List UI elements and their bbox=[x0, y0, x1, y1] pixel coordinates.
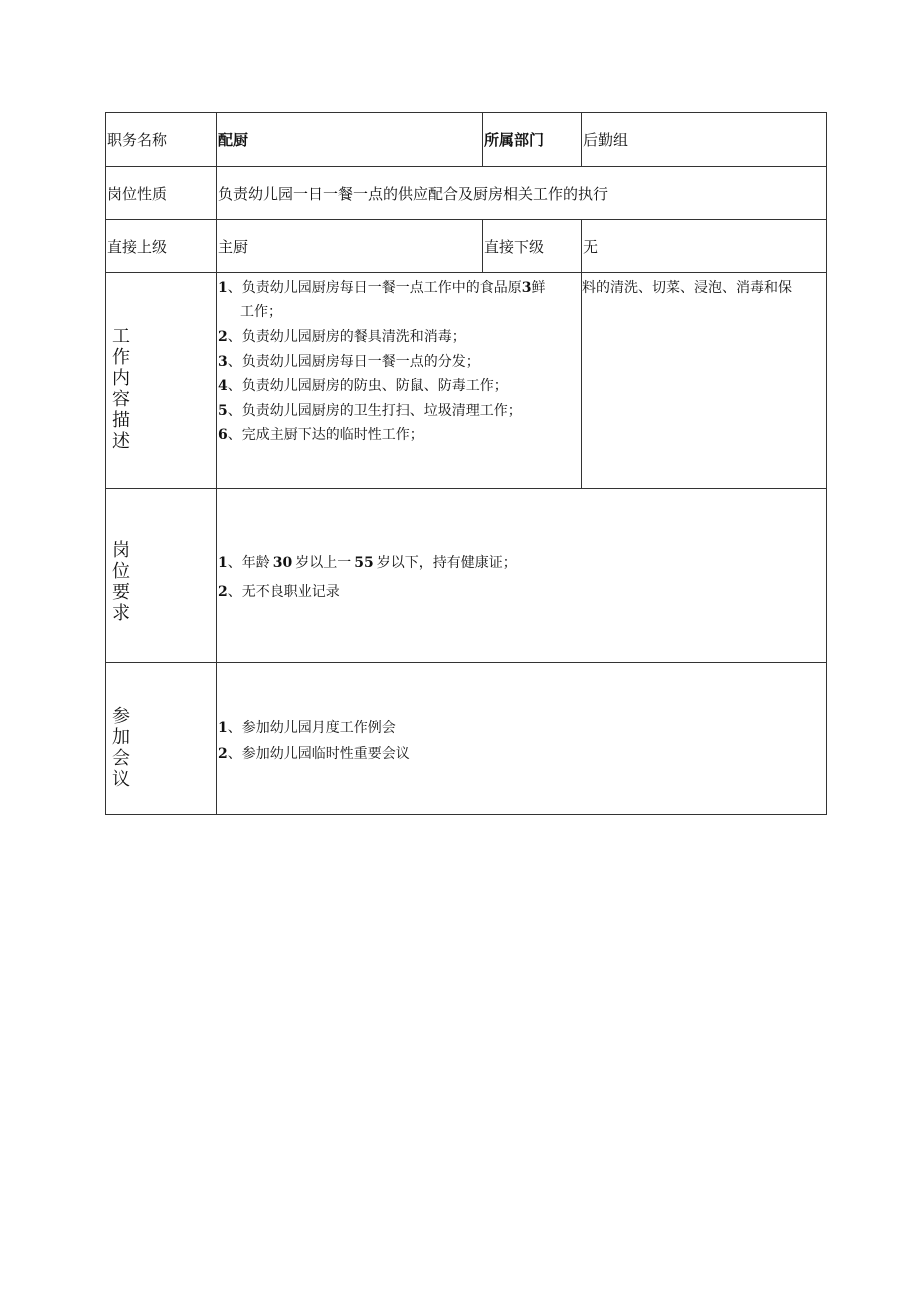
work-item-4 bbox=[218, 376, 508, 396]
row-divider bbox=[105, 166, 827, 167]
item-text: 、参加幼儿园月度工作例会 bbox=[227, 720, 396, 736]
table-border-bottom bbox=[105, 814, 827, 815]
requirements-label: 岗位要求 bbox=[112, 540, 130, 624]
item-number: 3 bbox=[218, 354, 228, 370]
work-item-1 bbox=[218, 278, 546, 298]
row-divider bbox=[105, 662, 827, 663]
item-number-inline: 3 bbox=[521, 280, 532, 296]
column-divider bbox=[581, 272, 582, 488]
item-text: 、年龄 bbox=[227, 555, 270, 571]
item-number: 2 bbox=[218, 329, 228, 345]
item-number: 1 bbox=[218, 720, 228, 736]
position-nature-label: 岗位性质 bbox=[107, 185, 168, 203]
row-divider bbox=[105, 219, 827, 220]
position-nature-value: 负责幼儿园一日一餐一点的供应配合及厨房相关工作的执行 bbox=[218, 185, 609, 203]
requirement-item-2 bbox=[218, 582, 340, 602]
direct-superior-value: 主厨 bbox=[218, 238, 249, 256]
item-number: 4 bbox=[218, 378, 228, 394]
row-divider bbox=[105, 272, 827, 273]
item-text: 、负责幼儿园厨房每日一餐一点工作中的食品原 bbox=[227, 280, 522, 296]
meeting-item-1 bbox=[218, 718, 396, 738]
meeting-item-2 bbox=[218, 744, 410, 764]
column-divider bbox=[581, 219, 582, 272]
item-text: 、完成主厨下达的临时性工作； bbox=[227, 427, 424, 443]
column-divider bbox=[482, 112, 483, 166]
work-description-label: 工作内容描述 bbox=[112, 326, 130, 452]
item-number: 2 bbox=[218, 584, 228, 600]
job-title-value: 配厨 bbox=[218, 131, 249, 149]
item-text: 岁以下，持有健康证； bbox=[376, 555, 517, 571]
item-text: 、负责幼儿园厨房的餐具清洗和消毒； bbox=[227, 329, 466, 345]
direct-superior-label: 直接上级 bbox=[107, 238, 168, 256]
column-divider bbox=[216, 112, 217, 815]
item-text: 岁以上一 bbox=[295, 555, 352, 571]
table-border-left bbox=[105, 112, 106, 815]
row-divider bbox=[105, 488, 827, 489]
job-title-label: 职务名称 bbox=[107, 131, 168, 149]
item-text: 、负责幼儿园厨房的防虫、防鼠、防毒工作； bbox=[227, 378, 508, 394]
work-item-5 bbox=[218, 401, 522, 421]
work-item-3 bbox=[218, 352, 480, 372]
item-text: 、负责幼儿园厨房的卫生打扫、垃圾清理工作； bbox=[227, 403, 522, 419]
direct-subordinate-label: 直接下级 bbox=[484, 238, 545, 256]
table-border-top bbox=[105, 112, 827, 113]
direct-subordinate-value: 无 bbox=[583, 238, 599, 256]
item-number: 1 bbox=[218, 555, 228, 571]
department-label: 所属部门 bbox=[484, 131, 545, 149]
item-number: 1 bbox=[218, 280, 228, 296]
work-item-6 bbox=[218, 425, 424, 445]
age-min: 30 bbox=[272, 555, 293, 571]
column-divider bbox=[482, 219, 483, 272]
age-max: 55 bbox=[354, 555, 374, 571]
item-text: 、无不良职业记录 bbox=[227, 584, 340, 600]
item-text: 、参加幼儿园临时性重要会议 bbox=[227, 746, 410, 762]
item-text: 、负责幼儿园厨房每日一餐一点的分发； bbox=[227, 354, 480, 370]
work-item-2 bbox=[218, 327, 466, 347]
meetings-label: 参加会议 bbox=[112, 706, 130, 790]
item-number: 5 bbox=[218, 403, 228, 419]
column-divider bbox=[581, 112, 582, 166]
work-item-1-cont: 工作； bbox=[240, 304, 282, 320]
item-number: 6 bbox=[218, 427, 228, 443]
department-value: 后勤组 bbox=[583, 131, 629, 149]
item-text: 鲜 bbox=[531, 280, 546, 296]
requirement-item-1 bbox=[218, 553, 517, 573]
job-description-table bbox=[105, 112, 827, 815]
item-number: 2 bbox=[218, 746, 228, 762]
table-border-right bbox=[826, 112, 827, 815]
work-item-1-overflow: 料的清洗、切菜、浸泡、消毒和保 bbox=[582, 280, 792, 296]
